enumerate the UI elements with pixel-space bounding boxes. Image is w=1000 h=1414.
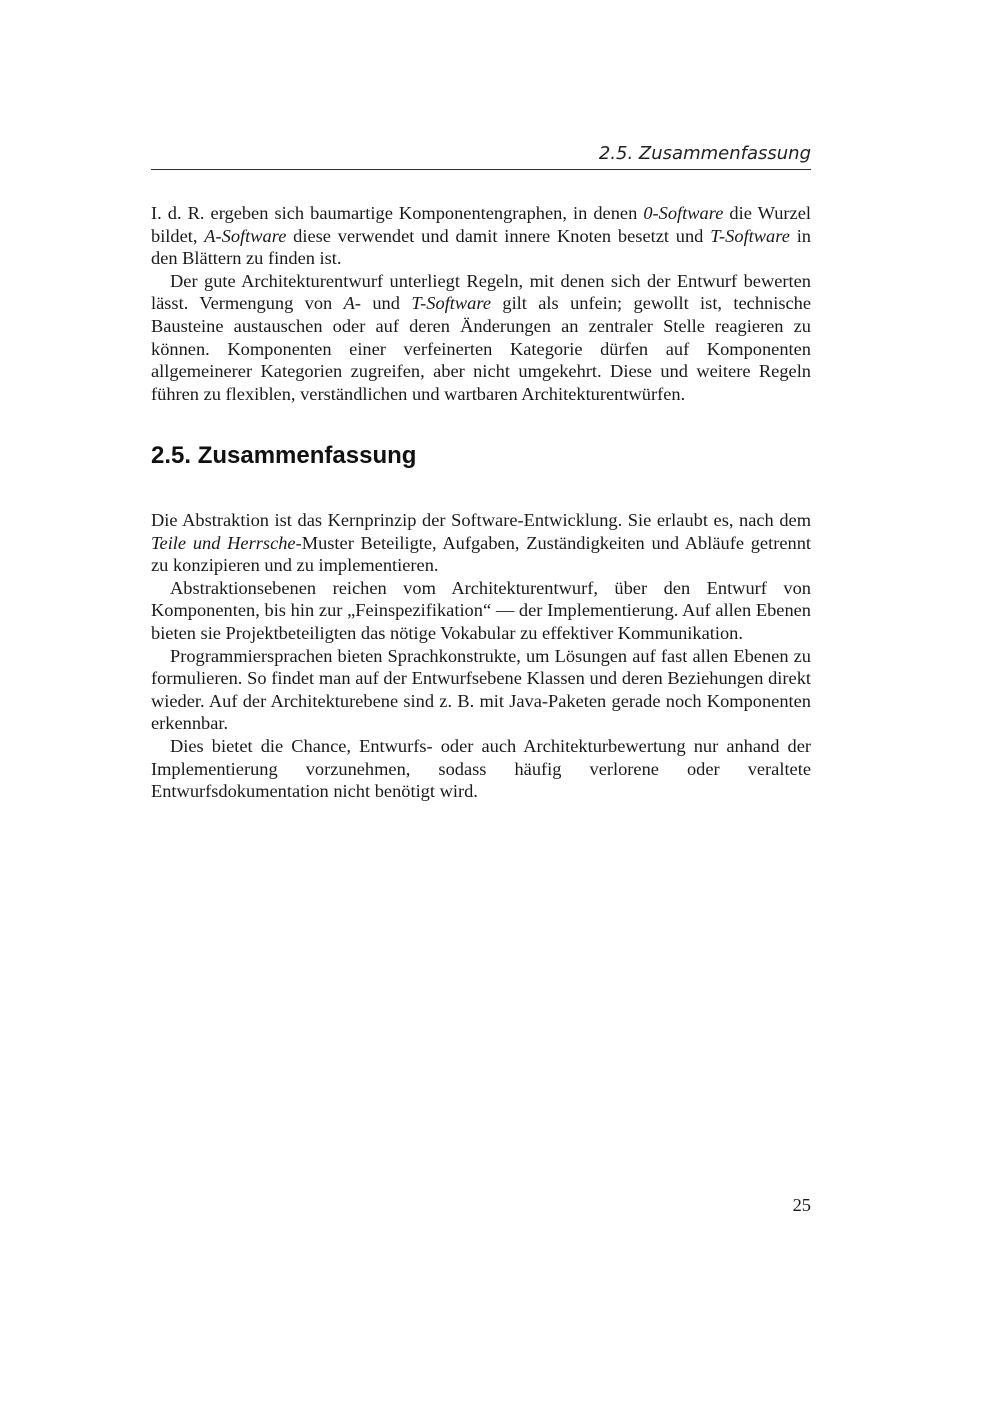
section-paragraph-4: Dies bietet die Chance, Entwurfs- oder auch Architekturbewertung nur anhand der Implementierung vorzunehmen, sodass häufig verlorene oder veraltete Entwurfsdokumentation nicht benötigt wird. — [151, 735, 811, 802]
text-run: die Wurzel bildet, — [151, 203, 811, 246]
text-run: -Muster Beteiligte, Aufgaben, Zuständigkeiten und Abläufe getrennt zu konzipieren und zu implementieren. — [151, 532, 811, 576]
term-t-software: T-Software — [710, 225, 790, 246]
term-a-software: A-Software — [204, 225, 287, 246]
section-paragraph-3: Programmiersprachen bieten Sprachkonstrukte, um Lösungen auf fast allen Ebenen zu formulieren. So findet man auf der Entwurfsebene Klassen und deren Beziehungen direkt wieder. Auf der Architekturebene sind z. B. mit Java-Paketen gerade noch Komponenten erkennbar. — [151, 645, 811, 734]
intro-text — [151, 202, 811, 405]
text-run: Der gute Architekturentwurf unterliegt Regeln, mit denen sich der Entwurf bewerten lässt. Vermengung von — [151, 270, 811, 314]
term-t-software: T-Software — [411, 293, 492, 314]
text-run: gilt als unfein; gewollt ist, technische Bausteine austauschen oder auf deren Änderungen an zentraler Stelle reagieren zu können. Komponenten einer verfeinerten Kategorie dürfen auf Komponenten allgemeinerer Kategorien zugreifen, aber nicht umgekehrt. Diese und weitere Regeln führen zu flexiblen, verständlichen und wartbaren Architekturentwürfen. — [151, 293, 812, 404]
section-text — [151, 509, 811, 803]
intro-paragraph-2 — [151, 270, 811, 406]
text-run: diese verwendet und damit innere Knoten besetzt und — [286, 225, 711, 246]
running-header: 2.5. Zusammenfassung — [598, 143, 811, 164]
intro-paragraph-1 — [151, 202, 811, 270]
text-run: I. d. R. ergeben sich baumartige Komponentengraphen, in denen — [151, 203, 644, 223]
section-paragraph-1 — [151, 509, 811, 577]
text-run: Die Abstraktion ist das Kernprinzip der Software-Entwicklung. Sie erlaubt es, nach dem — [151, 510, 811, 530]
header-rule — [151, 169, 811, 170]
text-run: in den Blättern zu finden ist. — [151, 225, 811, 269]
text-run: und — [360, 293, 412, 314]
term-0-software: 0-Software — [643, 203, 724, 223]
page-number: 25 — [792, 1195, 811, 1215]
section-heading: 2.5. Zusammenfassung — [151, 442, 417, 469]
term-a: A- — [343, 293, 361, 314]
term-teile-und-herrsche: Teile und Herrsche — [151, 532, 296, 553]
section-paragraph-2: Abstraktionsebenen reichen vom Architekturentwurf, über den Entwurf von Komponenten, bis hin zur „Feinspezifikation“ — der Implementierung. Auf allen Ebenen bieten sie Projektbeteiligten das nötige Vokabular zu effektiver Kommunikation. — [151, 577, 811, 643]
